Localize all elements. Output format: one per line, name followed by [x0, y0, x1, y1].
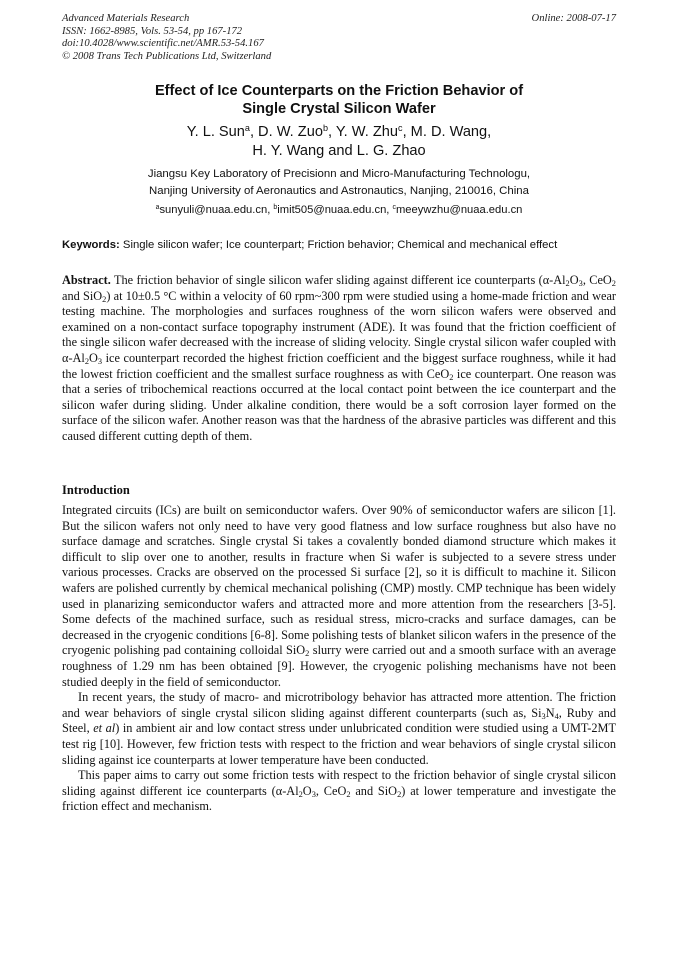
subscript: 2 [611, 279, 616, 289]
paragraph-text: slurry were carried out and a smooth surface with an average roughness of 1.29 nm has been obtained [9]. However, the cryogenic polishing mechanisms have not been studied deeply in the field of semiconductor. [62, 643, 616, 689]
italic-text: et al [93, 721, 116, 736]
author-affil-mark: c [398, 123, 403, 134]
affiliation-line-1: Jiangsu Key Laboratory of Precisionn and Micro-Manufacturing Technologu, [147, 168, 531, 180]
author-name: , M. D. Wang, [402, 124, 492, 140]
subscript: 2 [346, 789, 351, 799]
author-affil-mark: b [322, 123, 328, 134]
journal-name: Advanced Materials Research [62, 13, 190, 24]
paragraph-text: , CeO [315, 783, 347, 798]
subscript: 2 [397, 789, 402, 799]
author-affil-mark: a [244, 123, 250, 134]
keywords [62, 238, 616, 252]
author-emails [62, 203, 616, 217]
abstract-text: ice counterpart. One reason was that a series of tribochemical reactions occurred at the local contact point between the ice counterpart and the silicon wafer during sliding. Under alkaline condition, there would be a soft corrosion layer formed on the surface of the silicon wafer. Another reason was that the hardness of the abrasive particles was different and this caused different cutting depth of them. [62, 366, 616, 443]
subscript: 3 [578, 279, 583, 289]
subscript: 2 [102, 294, 107, 304]
subscript: 3 [311, 789, 316, 799]
email-link[interactable]: meeywzhu@nuaa.edu.cn [395, 204, 523, 216]
paragraph-text: Integrated circuits (ICs) are built on semiconductor wafers. Over 90% of semiconductor wafers are silicon [1]. But the silicon wafers not only need to have very good flatness and low surface roughness but also have no surface damage and scratches. Single crystal Si takes a covalently bonded diamond structure which makes it difficult to slip over one to another, results in fracture when Si wafer is subjected to a severe stress under various processes. Cracks are observed on the processed Si surface [2], so it is difficult to machine it. Silicon wafers are polished currently by chemical mechanical polishing (CMP) mostly. CMP technique has been widely used in planarizing semiconductor wafers and attracted more and more attention from the researchers [3-5]. Some defects of the machined surface, such as residual stress, micro-cracks and surface damages, can be decreased in the cryogenic conditions [6-8]. Some polishing tests of blanket silicon wafers in the presence of the cryogenic polishing pad containing colloidal SiO [62, 503, 616, 658]
title-line-2: Single Crystal Silicon Wafer [242, 101, 436, 117]
paragraph-text: O [302, 783, 312, 798]
online-date: Online: 2008-07-17 [531, 13, 616, 24]
abstract [62, 273, 616, 445]
journal-header [62, 13, 616, 63]
subscript: 4 [554, 711, 559, 721]
paragraph-text: ) in ambient air and low contact stress under unlubricated condition were studied using a UMT-2MT test rig [10]. However, few friction tests with respect to the friction and wear behaviors of single crystal silicon sliding against ice counterparts at lower temperature have been conducted. [62, 721, 616, 767]
subscript: 2 [298, 789, 303, 799]
authors-line-1 [62, 123, 616, 142]
abstract-text: ) at 10±0.5 °C within a velocity of 60 rpm~300 rpm were studied using a home-made friction and wear testing machine. The morphologies and surfaces roughness of the worn silicon wafers were observed and examined on a non-contact surface topography instrument (ADE). It was found that the friction coefficient of the single silicon wafer decreased with the increase of sliding velocity. Single crystal silicon wafer coupled with α-Al [62, 288, 617, 365]
author-list [62, 123, 616, 161]
affiliation [62, 166, 616, 200]
subscript: 2 [305, 649, 310, 659]
abstract-label: Abstract. [62, 273, 111, 287]
paragraph-text: and SiO [350, 783, 398, 798]
abstract-text: O [569, 273, 579, 287]
paragraph-text: , Ruby and Steel, [62, 705, 617, 736]
email-mark: a [155, 204, 160, 212]
keywords-text: Single silicon wafer; Ice counterpart; Friction behavior; Chemical and mechanical effect [119, 239, 558, 251]
copyright-line: © 2008 Trans Tech Publications Ltd, Switzerland [62, 50, 272, 62]
abstract-text: O [89, 350, 98, 365]
paragraph-text: N [545, 705, 555, 720]
paragraph-text: ) at lower temperature and investigate the friction effect and mechanism. [62, 783, 616, 814]
email-mark: b [273, 204, 278, 212]
author-name: , D. W. Zuo [249, 124, 323, 140]
abstract-text: ice counterpart recorded the highest friction coefficient and the biggest surface roughness, while it had the lowest friction coefficient and the smallest surface roughness as with CeO [62, 350, 616, 381]
subscript: 3 [541, 711, 546, 721]
paragraph-text: This paper aims to carry out some friction tests with respect to the friction behavior of single crystal silicon sliding against different ice counterparts (α-Al [62, 768, 616, 798]
subscript: 2 [449, 372, 454, 382]
abstract-text: and SiO [62, 288, 103, 303]
subscript: 2 [84, 357, 90, 367]
abstract-text: , CeO [582, 273, 612, 287]
subscript: 3 [97, 357, 103, 367]
email-link[interactable]: sunyuli@nuaa.edu.cn, [159, 204, 274, 216]
doi-line[interactable]: doi:10.4028/www.scientific.net/AMR.53-54.167 [62, 38, 264, 50]
email-mark: c [392, 204, 396, 212]
paper-title [62, 82, 616, 118]
paragraph-text: In recent years, the study of macro- and microtribology behavior has attracted more attention. The friction and wear behaviors of single crystal silicon sliding against different counterparts (such as, Si [62, 690, 616, 720]
subscript: 2 [565, 279, 570, 289]
paragraph [62, 690, 616, 768]
title-line-1: Effect of Ice Counterparts on the Friction Behavior of [154, 83, 524, 99]
abstract-text: The friction behavior of single silicon wafer sliding against different ice counterparts (α-Al [110, 273, 566, 287]
affiliation-line-2: Nanjing University of Aeronautics and Astronautics, Nanjing, 210016, China [149, 185, 529, 197]
paragraph [62, 768, 616, 815]
author-name: Y. L. Sun [186, 124, 245, 140]
introduction-body [62, 503, 616, 815]
author-name: , Y. W. Zhu [327, 124, 399, 140]
section-heading-introduction: Introduction [62, 483, 130, 497]
paragraph [62, 503, 616, 690]
authors-line-2: H. Y. Wang and L. G. Zhao [252, 143, 426, 159]
issn-line: ISSN: 1662-8985, Vols. 53-54, pp 167-172 [62, 25, 243, 37]
keywords-label: Keywords: [62, 239, 120, 251]
email-link[interactable]: imit505@nuaa.edu.cn, [277, 204, 393, 216]
